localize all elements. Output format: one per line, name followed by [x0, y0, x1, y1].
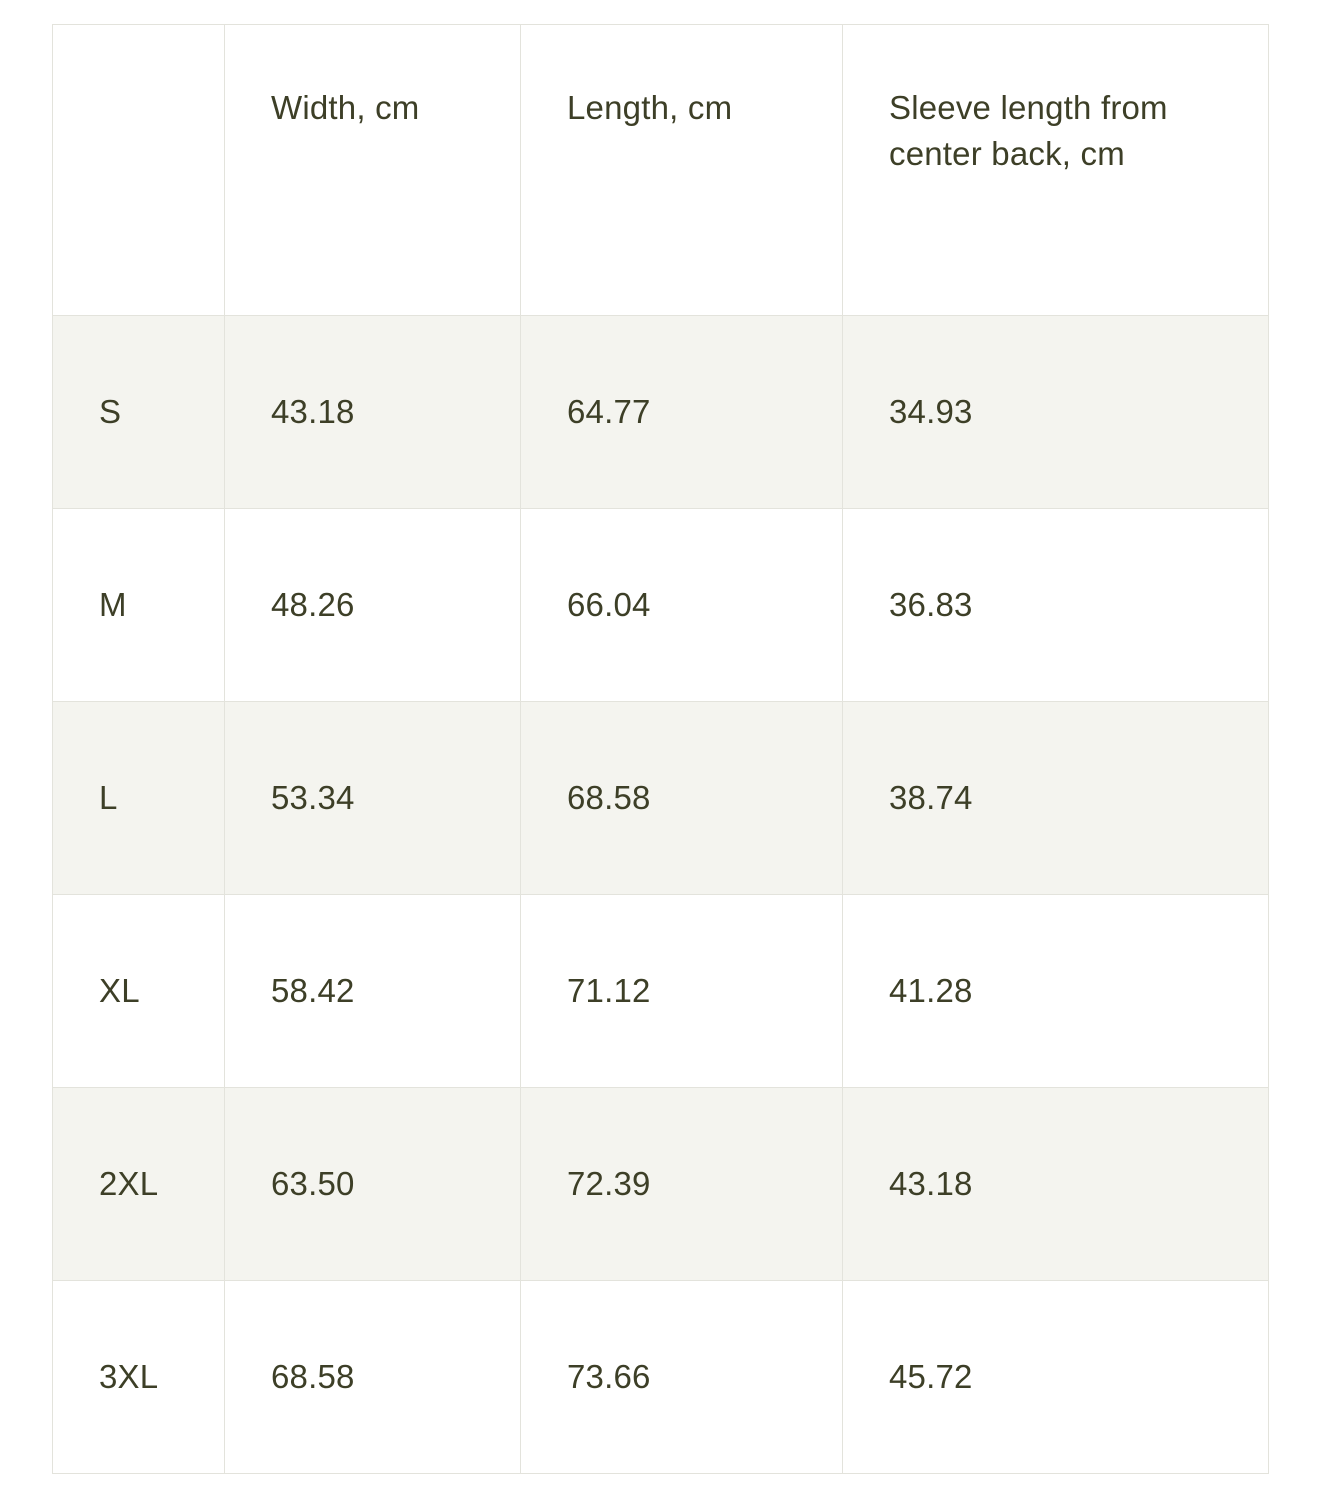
row-size-label: 2XL: [53, 1088, 225, 1281]
row-width-value: 48.26: [225, 509, 521, 702]
table-header-row: [53, 25, 1269, 316]
row-size-label: XL: [53, 895, 225, 1088]
table-row: [53, 316, 1269, 509]
column-header-sleeve-length: [843, 25, 1269, 316]
row-sleeve-value: 41.28: [843, 895, 1269, 1088]
table-row: [53, 895, 1269, 1088]
row-length-value: 68.58: [521, 702, 843, 895]
row-size-label: S: [53, 316, 225, 509]
table-header: [53, 25, 1269, 316]
row-length-value: 72.39: [521, 1088, 843, 1281]
row-width-value: 53.34: [225, 702, 521, 895]
size-chart-table: [52, 24, 1269, 1474]
row-width-value: 68.58: [225, 1281, 521, 1474]
table-body: [53, 316, 1269, 1474]
table-row: [53, 1281, 1269, 1474]
table-row: [53, 509, 1269, 702]
row-sleeve-value: 36.83: [843, 509, 1269, 702]
column-header-length-label: Length, cm: [567, 89, 733, 126]
row-width-value: 58.42: [225, 895, 521, 1088]
table-row: [53, 1088, 1269, 1281]
row-length-value: 73.66: [521, 1281, 843, 1474]
row-length-value: 71.12: [521, 895, 843, 1088]
column-header-sleeve-length-label: Sleeve length from center back, cm: [889, 89, 1168, 172]
column-header-size: [53, 25, 225, 316]
row-width-value: 63.50: [225, 1088, 521, 1281]
row-sleeve-value: 38.74: [843, 702, 1269, 895]
table-row: [53, 702, 1269, 895]
row-size-label: L: [53, 702, 225, 895]
row-size-label: M: [53, 509, 225, 702]
row-size-label: 3XL: [53, 1281, 225, 1474]
row-width-value: 43.18: [225, 316, 521, 509]
column-header-length: [521, 25, 843, 316]
column-header-width-label: Width, cm: [271, 89, 420, 126]
column-header-width: [225, 25, 521, 316]
row-sleeve-value: 43.18: [843, 1088, 1269, 1281]
row-length-value: 64.77: [521, 316, 843, 509]
row-length-value: 66.04: [521, 509, 843, 702]
row-sleeve-value: 34.93: [843, 316, 1269, 509]
row-sleeve-value: 45.72: [843, 1281, 1269, 1474]
